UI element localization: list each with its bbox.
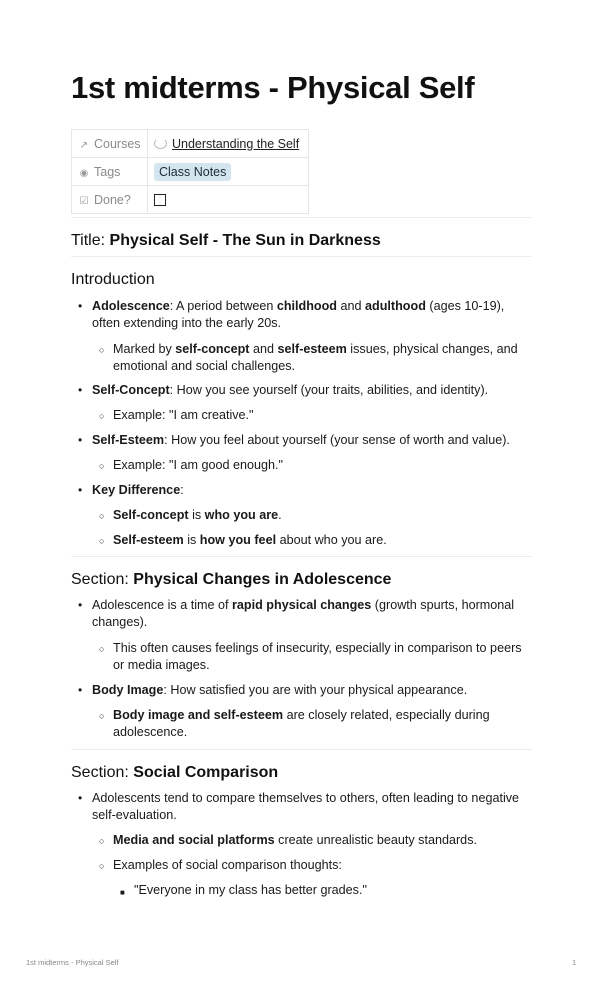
divider [71,556,532,557]
list-item: ○ Self-concept is who you are. [99,508,282,522]
property-row-done [72,186,309,214]
properties-table [71,129,309,214]
checkbox-icon: ☑ [79,195,89,207]
course-link[interactable]: Understanding the Self [172,136,300,151]
section-heading-physical: Section: Physical Changes in Adolescence [71,571,392,588]
list-item: ○ Body image and self-esteem are closely related, especially during adolescence. [99,708,490,739]
list-item: ○ Marked by self-concept and self-esteem issues, physical changes, and emotional and social challenges. [99,342,518,373]
list-item: • Body Image: How satisfied you are with your physical appearance. [78,683,468,697]
list-item: • Adolescence is a time of rapid physical changes (growth spurts, hormonal changes). [78,598,515,629]
list-item: ○ Media and social platforms create unrealistic beauty standards. [99,833,477,847]
list-item: • Self-Concept: How you see yourself (your traits, abilities, and identity). [78,383,489,397]
property-row-tags [72,158,309,186]
done-checkbox[interactable] [154,194,166,206]
divider [71,217,532,218]
divider [71,256,532,257]
select-icon: ◉ [79,167,89,179]
list-item: ○ Examples of social comparison thoughts: [99,858,342,872]
list-item: • Key Difference: [78,483,184,497]
arrow-up-right-icon: ↗ [79,139,89,151]
title-heading: Title: Physical Self - The Sun in Darkness [71,232,381,249]
page-icon [154,138,167,149]
footer-title: 1st midterms - Physical Self [26,958,119,967]
list-item: • Adolescents tend to compare themselves to others, often leading to negative self-evaluation. [78,791,520,822]
section-heading-social: Section: Social Comparison [71,764,279,781]
section-heading-introduction: Introduction [71,271,155,288]
list-item: ○ Example: "I am creative." [99,408,254,422]
page-number: 1 [572,958,577,967]
list-item: ○ This often causes feelings of insecurity, especially in comparison to peers or media images. [99,641,522,672]
page-title: 1st midterms - Physical Self [71,70,475,105]
property-key: Done? [94,192,131,207]
list-item: ○ Self-esteem is how you feel about who you are. [99,533,387,547]
divider [71,749,532,750]
list-item: • Adolescence: A period between childhood and adulthood (ages 10-19), often extending into the early 20s. [78,299,505,330]
property-key: Courses [94,136,141,151]
tag-badge[interactable]: Class Notes [154,163,231,181]
list-item: ■ "Everyone in my class has better grades." [120,883,367,897]
list-item: • Self-Esteem: How you feel about yourself (your sense of worth and value). [78,433,510,447]
list-item: ○ Example: "I am good enough." [99,458,283,472]
property-row-courses [72,130,309,158]
property-key: Tags [94,164,121,179]
